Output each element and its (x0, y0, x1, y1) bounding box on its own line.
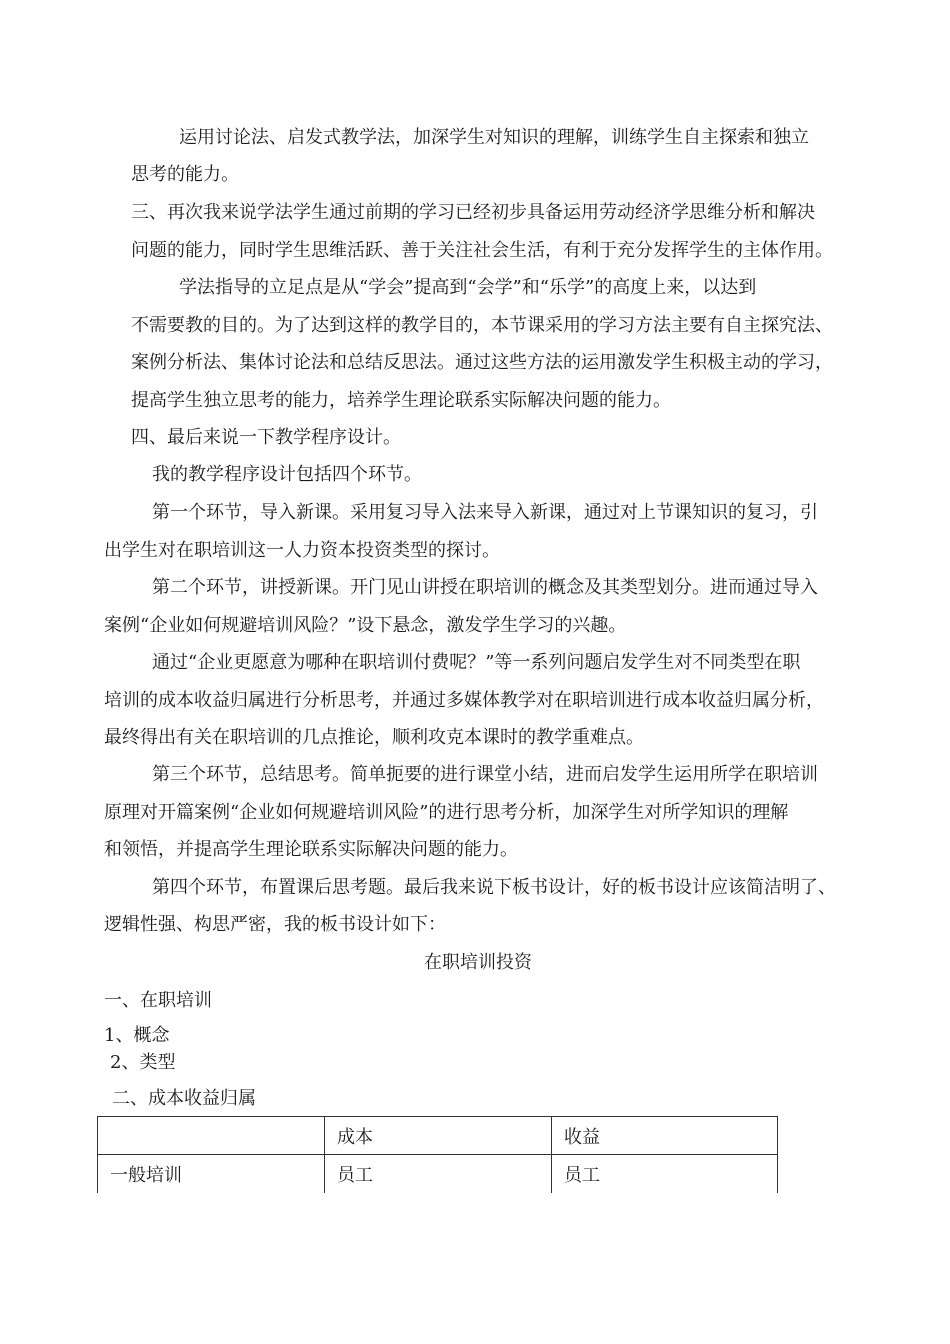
paragraph-line: 我的教学程序设计包括四个环节。 (152, 464, 422, 485)
board-item: 一、在职培训 (104, 990, 212, 1011)
paragraph-line: 第四个环节，布置课后思考题。最后我来说下板书设计，好的板书设计应该简洁明了、 (152, 877, 836, 898)
board-title: 在职培训投资 (424, 952, 532, 973)
paragraph-line: 最终得出有关在职培训的几点推论，顺利攻克本课时的教学重难点。 (104, 727, 644, 748)
paragraph-line: 提高学生独立思考的能力，培养学生理论联系实际解决问题的能力。 (131, 390, 671, 411)
paragraph-line: 不需要教的目的。为了达到这样的教学目的，本节课采用的学习方法主要有自主探究法、 (131, 315, 833, 336)
paragraph-line: 逻辑性强、构思严密，我的板书设计如下： (104, 914, 446, 935)
paragraph-line: 培训的成本收益归属进行分析思考，并通过多媒体教学对在职培训进行成本收益归属分析， (104, 690, 824, 711)
paragraph-line: 案例“企业如何规避培训风险？”设下悬念，激发学生学习的兴趣。 (104, 615, 627, 636)
paragraph-line: 运用讨论法、启发式教学法，加深学生对知识的理解，训练学生自主探索和独立 (179, 127, 809, 148)
board-item: 二、成本收益归属 (112, 1088, 256, 1109)
paragraph-line: 案例分析法、集体讨论法和总结反思法。通过这些方法的运用激发学生积极主动的学习， (131, 352, 833, 373)
paragraph-line: 第一个环节，导入新课。采用复习导入法来导入新课，通过对上节课知识的复习，引 (152, 502, 818, 523)
section-heading: 三、再次我来说学法学生通过前期的学习已经初步具备运用劳动经济学思维分析和解决 (131, 202, 815, 223)
table-cell: 员工 (325, 1155, 552, 1193)
table-header-cell: 成本 (325, 1117, 552, 1155)
paragraph-line: 问题的能力，同时学生思维活跃、善于关注社会生活，有利于充分发挥学生的主体作用。 (131, 240, 833, 261)
paragraph-line: 通过“企业更愿意为哪种在职培训付费呢？”等一系列问题启发学生对不同类型在职 (152, 652, 801, 673)
paragraph-line: 学法指导的立足点是从“学会”提高到“会学”和“乐学”的高度上来，以达到 (179, 277, 757, 298)
table-row (98, 1155, 778, 1193)
cost-benefit-table (97, 1116, 778, 1193)
section-heading: 四、最后来说一下教学程序设计。 (131, 427, 401, 448)
table-header-cell: 收益 (552, 1117, 778, 1155)
table-cell: 员工 (552, 1155, 778, 1193)
paragraph-line: 原理对开篇案例“企业如何规避培训风险”的进行思考分析，加深学生对所学知识的理解 (104, 802, 789, 823)
paragraph-line: 和领悟，并提高学生理论联系实际解决问题的能力。 (104, 839, 518, 860)
paragraph-line: 第三个环节，总结思考。简单扼要的进行课堂小结，进而启发学生运用所学在职培训 (152, 764, 818, 785)
board-item: 2、类型 (110, 1052, 176, 1073)
table-header-row (98, 1117, 778, 1155)
paragraph-line: 思考的能力。 (131, 164, 239, 185)
board-item: 1、概念 (104, 1025, 170, 1046)
paragraph-line: 出学生对在职培训这一人力资本投资类型的探讨。 (104, 540, 500, 561)
table-cell: 一般培训 (98, 1155, 325, 1193)
paragraph-line: 第二个环节，讲授新课。开门见山讲授在职培训的概念及其类型划分。进而通过导入 (152, 577, 818, 598)
table-header-cell (98, 1117, 325, 1155)
